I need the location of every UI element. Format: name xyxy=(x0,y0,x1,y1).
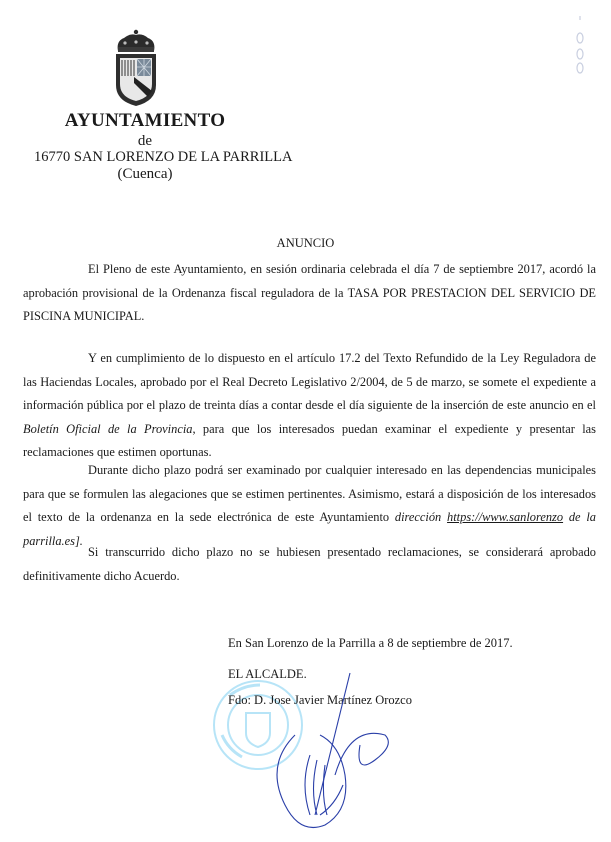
signer-role: EL ALCALDE. xyxy=(228,667,307,681)
boletin-oficial-italic: Boletín Oficial de la Provincia xyxy=(23,421,193,436)
faint-stamp-icon xyxy=(567,10,597,80)
paragraph-2-text-a: Y en cumplimiento de lo dispuesto en el artículo 17.2 del Texto Refundido de la Ley Reguladora de las Haciendas Locales, aprobado por el Real Decreto Legislativo 2/2004, de 5 de marzo, se somete el expediente a información pública por el plazo de treinta días a contar desde el día siguiente de la inserción de este anuncio en el xyxy=(23,351,596,412)
header-title: AYUNTAMIENTO xyxy=(64,110,226,131)
paragraph-4: Si transcurrido dicho plazo no se hubiesen presentado reclamaciones, se considerará aprobado definitivamente dicho Acuerdo. xyxy=(23,545,596,583)
paragraph-1: El Pleno de este Ayuntamiento, en sesión ordinaria celebrada el día 7 de septiembre 2017, acordó la aprobación provisional de la Ordenanza fiscal reguladora de la TASA POR PRESTACION DEL SERVICIO DE PISCINA MUNICIPAL. xyxy=(23,262,596,323)
coat-of-arms-icon xyxy=(112,29,160,107)
place-date: En San Lorenzo de la Parrilla a 8 de septiembre de 2017. xyxy=(228,636,513,650)
header-town: 16770 SAN LORENZO DE LA PARRILLA xyxy=(34,149,293,165)
website-link[interactable]: https://www.sanlorenzo xyxy=(447,510,564,524)
document-title: ANUNCIO xyxy=(276,236,335,250)
header-de: de xyxy=(137,133,153,149)
paragraph-2 xyxy=(23,347,596,465)
website-suffix-italic: de la parrilla.es]. xyxy=(23,510,596,548)
header-province: (Cuenca) xyxy=(117,166,173,182)
direccion-italic: dirección xyxy=(394,510,448,524)
paragraph-3-text: Durante dicho plazo podrá ser examinado por cualquier interesado en las dependencias municipales para que se formulen las alegaciones que se estimen pertinentes. Asimismo, estará a disposición de los interesados el texto de la ordenanza en la sede electrónica de este Ayuntamiento xyxy=(23,463,596,524)
handwritten-signature-icon xyxy=(255,665,405,835)
signer-name: Fdo: D. Jose Javier Martínez Orozco xyxy=(228,693,412,707)
paragraph-2-text-b: , para que los interesados puedan examinar el expediente y presentar las reclamaciones que estimen oportunas. xyxy=(23,421,596,459)
paragraph-3 xyxy=(23,459,596,553)
